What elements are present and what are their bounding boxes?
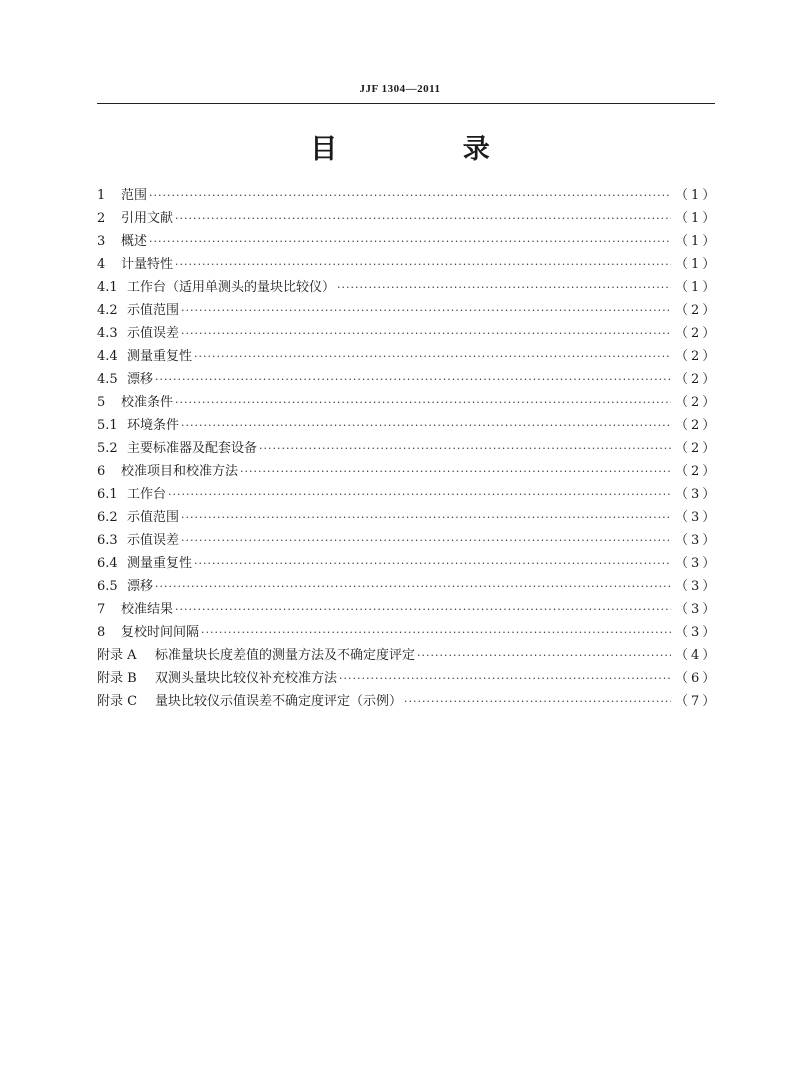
toc-entry-number: 6.3	[97, 533, 118, 548]
toc-entry-title: 引用文献	[121, 211, 174, 226]
toc-entry[interactable]	[97, 299, 719, 322]
toc-entry-page: （1）	[675, 211, 719, 226]
toc-dot-leader	[194, 552, 671, 575]
toc-entry-number: 附录 C	[97, 694, 138, 709]
toc-entry[interactable]	[97, 253, 719, 276]
toc-dot-leader	[404, 690, 671, 713]
toc-entry[interactable]	[97, 506, 719, 529]
toc-entry-number: 5	[97, 395, 106, 410]
toc-entry-page: （7）	[675, 694, 719, 709]
toc-entry-title: 工作台	[127, 487, 167, 502]
toc-entry-title: 测量重复性	[127, 556, 193, 571]
toc-entry[interactable]	[97, 483, 719, 506]
toc-entry-number: 5.2	[97, 441, 118, 456]
toc-entry-number: 4	[97, 257, 106, 272]
toc-entry-page: （4）	[675, 648, 719, 663]
toc-dot-leader	[149, 184, 671, 207]
toc-entry-page: （2）	[675, 441, 719, 456]
toc-title: 目 录	[310, 134, 548, 165]
toc-entry-title: 校准项目和校准方法	[121, 464, 239, 479]
toc-entry-page: （3）	[675, 510, 719, 525]
toc-entry-page: （3）	[675, 556, 719, 571]
toc-entry-title: 校准条件	[121, 395, 174, 410]
toc-entry-title: 漂移	[127, 579, 154, 594]
toc-dot-leader	[181, 322, 671, 345]
toc-entry-page: （3）	[675, 533, 719, 548]
toc-dot-leader	[339, 667, 671, 690]
toc-entry-number: 5.1	[97, 418, 118, 433]
toc-dot-leader	[155, 575, 671, 598]
toc-dot-leader	[181, 414, 671, 437]
toc-entry-title: 工作台（适用单测头的量块比较仪）	[127, 280, 336, 295]
toc-entry[interactable]	[97, 276, 719, 299]
toc-dot-leader	[337, 276, 671, 299]
toc-entry[interactable]	[97, 644, 719, 667]
toc-entry-number: 附录 A	[97, 648, 137, 663]
toc-entry-title: 漂移	[127, 372, 154, 387]
toc-dot-leader	[259, 437, 671, 460]
toc-entry-title: 概述	[121, 234, 148, 249]
toc-entry[interactable]	[97, 345, 719, 368]
toc-entry-title: 复校时间间隔	[121, 625, 200, 640]
toc-dot-leader	[201, 621, 671, 644]
toc-entry-number: 4.1	[97, 280, 118, 295]
toc-entry-number: 1	[97, 188, 106, 203]
toc-entry-title: 示值范围	[127, 303, 180, 318]
toc-entry-page: （2）	[675, 395, 719, 410]
toc-entry-page: （2）	[675, 349, 719, 364]
toc-entry[interactable]	[97, 529, 719, 552]
toc-entry-number: 8	[97, 625, 106, 640]
toc-entry-number: 2	[97, 211, 106, 226]
toc-entry-number: 6.4	[97, 556, 118, 571]
toc-dot-leader	[181, 299, 671, 322]
toc-entry[interactable]	[97, 368, 719, 391]
toc-entry-number: 4.2	[97, 303, 118, 318]
toc-entry-number: 4.3	[97, 326, 118, 341]
toc-entry-title: 量块比较仪示值误差不确定度评定（示例）	[155, 694, 403, 709]
toc-entry-title: 示值范围	[127, 510, 180, 525]
toc-entry-number: 6	[97, 464, 106, 479]
toc-entry[interactable]	[97, 184, 719, 207]
toc-entry[interactable]	[97, 575, 719, 598]
toc-dot-leader	[417, 644, 671, 667]
toc-entry-title: 主要标准器及配套设备	[127, 441, 258, 456]
toc-dot-leader	[175, 253, 671, 276]
header-rule	[97, 103, 715, 104]
toc-entry-number: 4.5	[97, 372, 118, 387]
toc-entry-number: 附录 B	[97, 671, 137, 686]
table-of-contents	[97, 184, 719, 713]
toc-entry[interactable]	[97, 437, 719, 460]
toc-entry-page: （1）	[675, 257, 719, 272]
toc-entry-title: 计量特性	[121, 257, 174, 272]
toc-entry[interactable]	[97, 690, 719, 713]
toc-entry[interactable]	[97, 322, 719, 345]
toc-dot-leader	[194, 345, 671, 368]
standard-number: JJF 1304—2011	[359, 83, 441, 95]
toc-entry[interactable]	[97, 667, 719, 690]
toc-entry-title: 测量重复性	[127, 349, 193, 364]
toc-entry-number: 6.1	[97, 487, 118, 502]
toc-entry-page: （1）	[675, 234, 719, 249]
toc-entry-number: 6.2	[97, 510, 118, 525]
toc-entry-title: 双测头量块比较仪补充校准方法	[155, 671, 338, 686]
toc-entry-page: （3）	[675, 579, 719, 594]
toc-dot-leader	[175, 598, 671, 621]
toc-entry-number: 6.5	[97, 579, 118, 594]
toc-dot-leader	[168, 483, 671, 506]
toc-entry-title: 环境条件	[127, 418, 180, 433]
toc-entry-page: （2）	[675, 303, 719, 318]
toc-entry-number: 4.4	[97, 349, 118, 364]
toc-entry[interactable]	[97, 598, 719, 621]
toc-entry-page: （6）	[675, 671, 719, 686]
toc-dot-leader	[181, 506, 671, 529]
toc-entry-page: （2）	[675, 372, 719, 387]
toc-dot-leader	[149, 230, 671, 253]
toc-entry-number: 7	[97, 602, 106, 617]
toc-entry-title: 标准量块长度差值的测量方法及不确定度评定	[155, 648, 416, 663]
toc-entry-page: （3）	[675, 602, 719, 617]
toc-entry[interactable]	[97, 414, 719, 437]
toc-entry-page: （3）	[675, 487, 719, 502]
toc-entry-page: （3）	[675, 625, 719, 640]
toc-entry-title: 范围	[121, 188, 148, 203]
toc-entry[interactable]	[97, 460, 719, 483]
toc-entry[interactable]	[97, 230, 719, 253]
toc-dot-leader	[175, 391, 671, 414]
toc-entry-title: 示值误差	[127, 326, 180, 341]
toc-entry-page: （1）	[675, 188, 719, 203]
toc-dot-leader	[181, 529, 671, 552]
toc-dot-leader	[175, 207, 671, 230]
toc-entry-title: 示值误差	[127, 533, 180, 548]
toc-dot-leader	[240, 460, 671, 483]
toc-entry-title: 校准结果	[121, 602, 174, 617]
toc-entry[interactable]	[97, 552, 719, 575]
toc-entry[interactable]	[97, 391, 719, 414]
toc-entry-number: 3	[97, 234, 106, 249]
toc-entry-page: （2）	[675, 464, 719, 479]
toc-dot-leader	[155, 368, 671, 391]
toc-entry-page: （2）	[675, 418, 719, 433]
toc-entry[interactable]	[97, 207, 719, 230]
toc-entry-page: （1）	[675, 280, 719, 295]
toc-entry-page: （2）	[675, 326, 719, 341]
toc-entry[interactable]	[97, 621, 719, 644]
